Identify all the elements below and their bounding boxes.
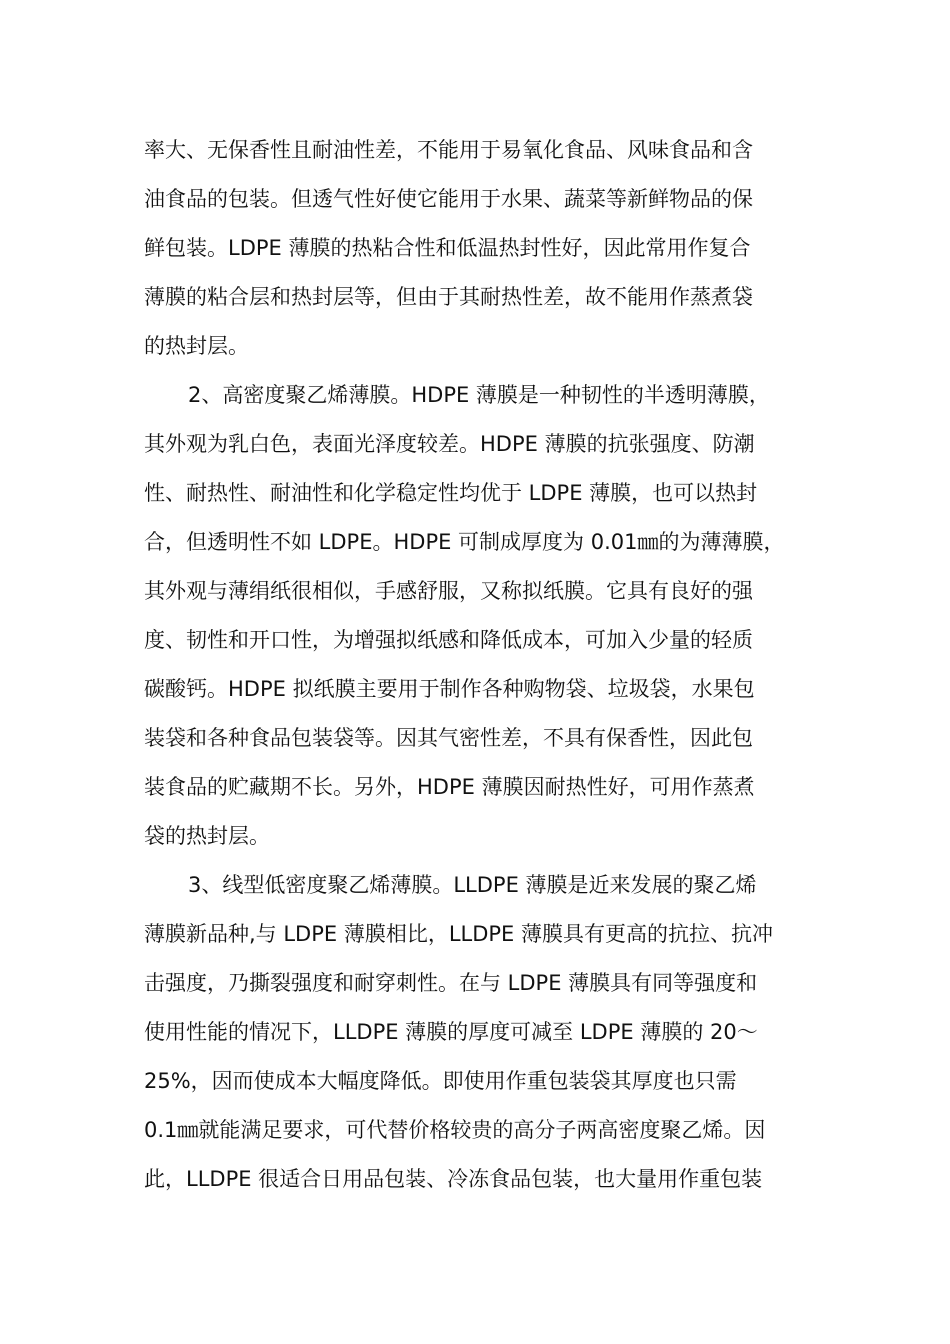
text-line: 装食品的贮藏期不长。另外，HDPE 薄膜因耐热性好，可用作蒸煮	[144, 775, 755, 799]
text-line: 度、韧性和开口性，为增强拟纸感和降低成本，可加入少量的轻质	[144, 628, 753, 652]
paragraph-start-line: 3、线型低密度聚乙烯薄膜。LLDPE 薄膜是近来发展的聚乙烯	[188, 873, 757, 897]
text-line: 率大、无保香性且耐油性差，不能用于易氧化食品、风味食品和含	[144, 138, 753, 162]
text-line: 薄膜新品种,与 LDPE 薄膜相比，LLDPE 薄膜具有更高的抗拉、抗冲	[144, 922, 774, 946]
text-line: 0.1㎜就能满足要求，可代替价格较贵的高分子两高密度聚乙烯。因	[144, 1118, 766, 1142]
text-line: 油食品的包装。但透气性好使它能用于水果、蔬菜等新鲜物品的保	[144, 187, 753, 211]
text-line: 的热封层。	[144, 334, 249, 358]
text-line: 薄膜的粘合层和热封层等，但由于其耐热性差，故不能用作蒸煮袋	[144, 285, 753, 309]
text-line: 鲜包装。LDPE 薄膜的热粘合性和低温热封性好，因此常用作复合	[144, 236, 751, 260]
text-line: 性、耐热性、耐油性和化学稳定性均优于 LDPE 薄膜，也可以热封	[144, 481, 758, 505]
text-line: 碳酸钙。HDPE 拟纸膜主要用于制作各种购物袋、垃圾袋，水果包	[144, 677, 755, 701]
text-line: 击强度，乃撕裂强度和耐穿刺性。在与 LDPE 薄膜具有同等强度和	[144, 971, 758, 995]
text-line: 合，但透明性不如 LDPE。HDPE 可制成厚度为 0.01㎜的为薄薄膜，	[144, 530, 785, 554]
text-line: 25%，因而使成本大幅度降低。即使用作重包装袋其厚度也只需	[144, 1069, 737, 1093]
paragraph-start-line: 2、高密度聚乙烯薄膜。HDPE 薄膜是一种韧性的半透明薄膜，	[188, 383, 770, 407]
text-line: 袋的热封层。	[144, 824, 270, 848]
text-line: 其外观与薄绢纸很相似，手感舒服，又称拟纸膜。它具有良好的强	[144, 579, 753, 603]
text-line: 此，LLDPE 很适合日用品包装、冷冻食品包装，也大量用作重包装	[144, 1167, 763, 1191]
text-line: 装袋和各种食品包装袋等。因其气密性差，不具有保香性，因此包	[144, 726, 753, 750]
text-line: 使用性能的情况下，LLDPE 薄膜的厚度可减至 LDPE 薄膜的 20～	[144, 1020, 758, 1044]
text-line: 其外观为乳白色，表面光泽度较差。HDPE 薄膜的抗张强度、防潮	[144, 432, 755, 456]
